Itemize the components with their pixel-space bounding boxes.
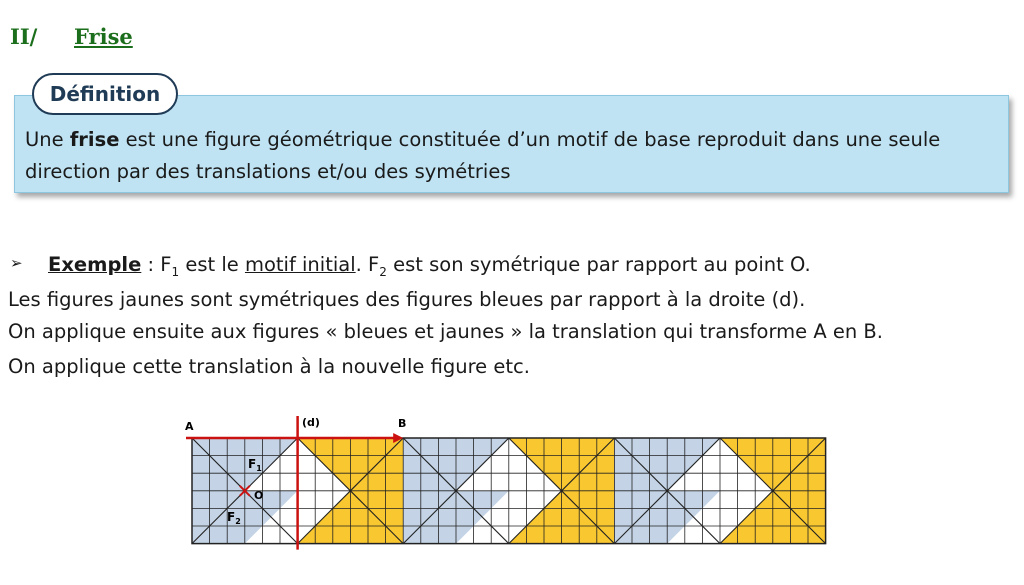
f1-label: $F_1$ xyxy=(248,457,262,473)
arrow-bullet-icon: ➢ xyxy=(10,254,23,272)
text-line-2: On applique ensuite aux figures « bleues et jaunes » la translation qui transforme A en B. xyxy=(8,320,883,343)
section-number: II/ xyxy=(10,24,38,49)
example-label: Exemple xyxy=(48,253,142,276)
point-a-label: A xyxy=(185,420,194,433)
text-line-3: On applique cette translation à la nouvelle figure etc. xyxy=(8,355,530,378)
example-line: Exemple : $F_1$ est le motif initial. $F_2$ est son symétrique par rapport au point O. xyxy=(48,253,811,279)
f2-label: $F_2$ xyxy=(227,510,241,526)
definition-keyword: frise xyxy=(69,128,120,151)
section-title: Frise xyxy=(74,24,133,49)
text-line-1: Les figures jaunes sont symétriques des figures bleues par rapport à la droite (d). xyxy=(8,288,806,311)
definition-label: Définition xyxy=(32,73,178,115)
line-d-label: (d) xyxy=(302,416,320,429)
point-b-label: B xyxy=(398,417,407,430)
section-heading xyxy=(10,24,133,49)
motif-initial: motif initial xyxy=(244,253,356,276)
frieze-figure xyxy=(180,410,840,555)
definition-text: Une frise est une figure géométrique constituée d’un motif de base reproduit dans une seule direction par des translations et/ou des symétries xyxy=(25,128,941,183)
point-o-label: O xyxy=(254,489,264,502)
